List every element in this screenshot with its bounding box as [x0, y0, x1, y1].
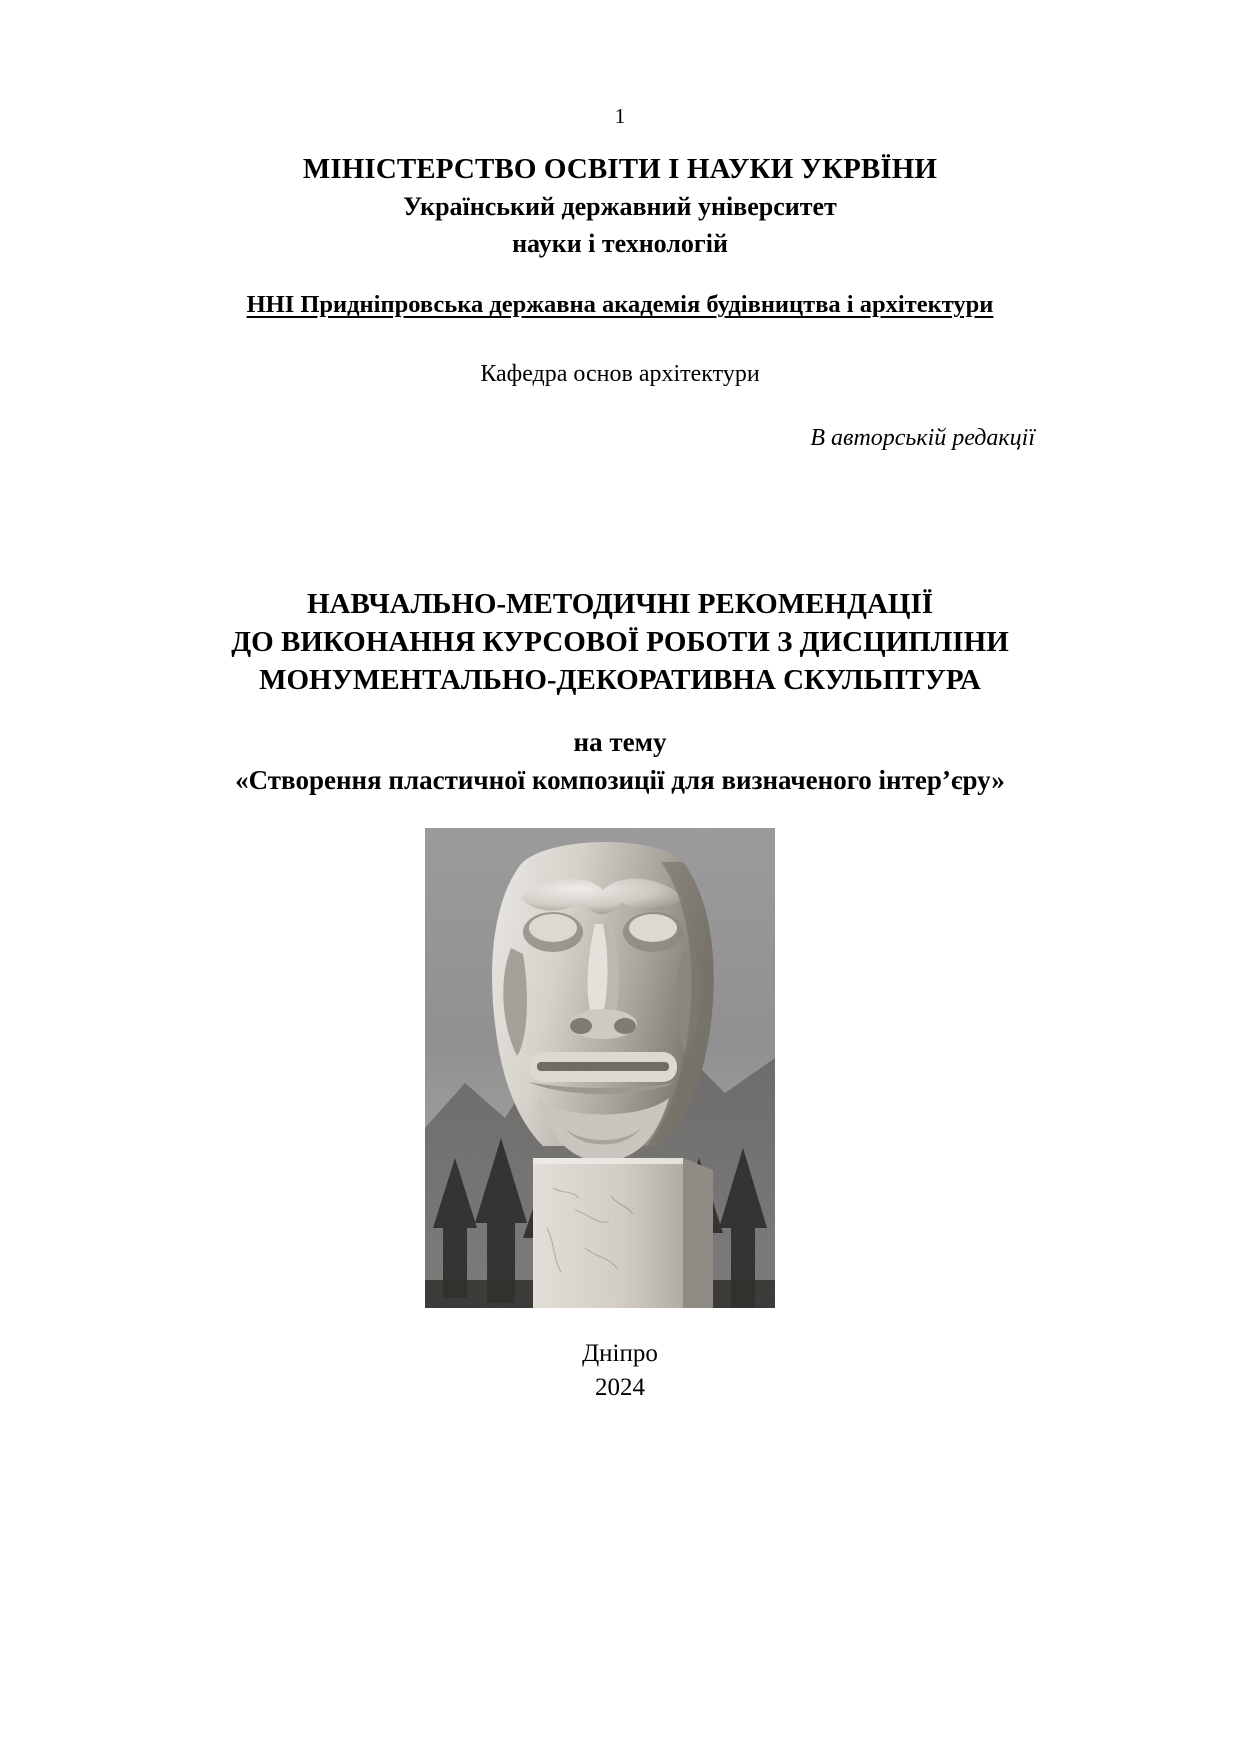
organization-block: [120, 150, 1120, 262]
topic-label: на тему: [573, 727, 667, 757]
title-line-2: ДО ВИКОНАННЯ КУРСОВОЇ РОБОТИ З ДИСЦИПЛІНИ: [231, 626, 1009, 658]
ministry-line: МІНІСТЕРСТВО ОСВІТИ І НАУКИ УКРВЇНИ: [302, 153, 938, 185]
topic-block: [0, 723, 1240, 799]
edition-note: В авторській редакції: [810, 425, 1035, 451]
footer-block: [0, 1337, 1240, 1405]
department-line: Кафедра основ архітектури: [480, 361, 760, 387]
university-line-2: науки і технологій: [512, 229, 728, 258]
title-line-1: НАВЧАЛЬНО-МЕТОДИЧНІ РЕКОМЕНДАЦІЇ: [306, 588, 934, 620]
institute-line-wrap: [0, 289, 1240, 321]
footer-year: 2024: [595, 1374, 645, 1401]
title-line-3: МОНУМЕНТАЛЬНО-ДЕКОРАТИВНА СКУЛЬПТУРА: [259, 664, 981, 696]
topic-title: «Створення пластичної композиції для визначеного інтер’єру»: [235, 765, 1005, 795]
institute-line: ННІ Придніпровська державна академія будівництва і архітектури: [246, 291, 994, 318]
sculpture-photograph: [425, 828, 775, 1308]
illustration-container: [425, 828, 775, 1308]
main-title-block: [0, 585, 1240, 699]
footer-city: Дніпро: [582, 1340, 658, 1367]
page-number: 1: [614, 104, 626, 128]
university-line-1: Український державний університет: [403, 192, 837, 221]
